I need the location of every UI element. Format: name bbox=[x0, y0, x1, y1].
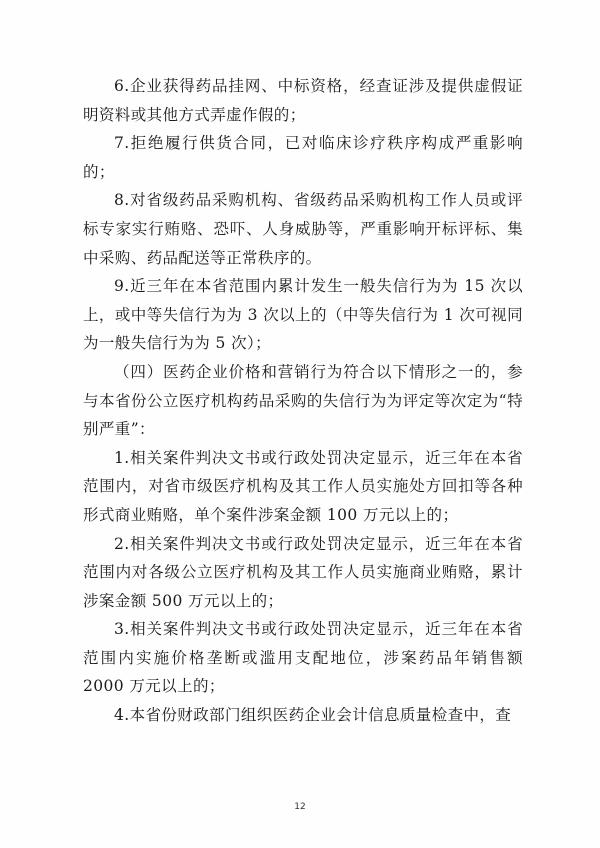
section-heading-4: （四）医药企业价格和营销行为符合以下情形之一的，参与本省份公立医疗机构药品采购的失信行为为评定等次定为“特别严重”： bbox=[83, 362, 523, 439]
page-number: 12 bbox=[294, 802, 306, 812]
paragraph-item-2: 2.相关案件判决文书或行政处罚决定显示，近三年在本省范围内对各级公立医疗机构及其工作人员实施商业贿赂，累计涉案金额 500 万元以上的； bbox=[83, 534, 523, 610]
paragraph-item-1: 1.相关案件判决文书或行政处罚决定显示，近三年在本省范围内，对省市级医疗机构及其工作人员实施处方回扣等各种形式商业贿赂，单个案件涉案金额 100 万元以上的； bbox=[83, 448, 523, 524]
document-body bbox=[83, 72, 523, 730]
paragraph-item-4: 4.本省份财政部门组织医药企业会计信息质量检查中，查 bbox=[114, 706, 512, 725]
paragraph-item-9: 9.近三年在本省范围内累计发生一般失信行为为 15 次以上，或中等失信行为为 3 次以上的（中等失信行为 1 次可视同为一般失信行为为 5 次）； bbox=[83, 277, 523, 353]
paragraph-item-3: 3.相关案件判决文书或行政处罚决定显示，近三年在本省范围内实施价格垄断或滥用支配地位，涉案药品年销售额 2000 万元以上的； bbox=[83, 620, 523, 696]
paragraph-item-7: 7.拒绝履行供货合同，已对临床诊疗秩序构成严重影响的； bbox=[83, 134, 523, 181]
paragraph-item-8: 8.对省级药品采购机构、省级药品采购机构工作人员或评标专家实行贿赂、恐吓、人身威胁等，严重影响开标评标、集中采购、药品配送等正常秩序的。 bbox=[83, 191, 523, 267]
paragraph-item-6: 6.企业获得药品挂网、中标资格，经查证涉及提供虚假证明资料或其他方式弄虚作假的； bbox=[83, 77, 523, 124]
